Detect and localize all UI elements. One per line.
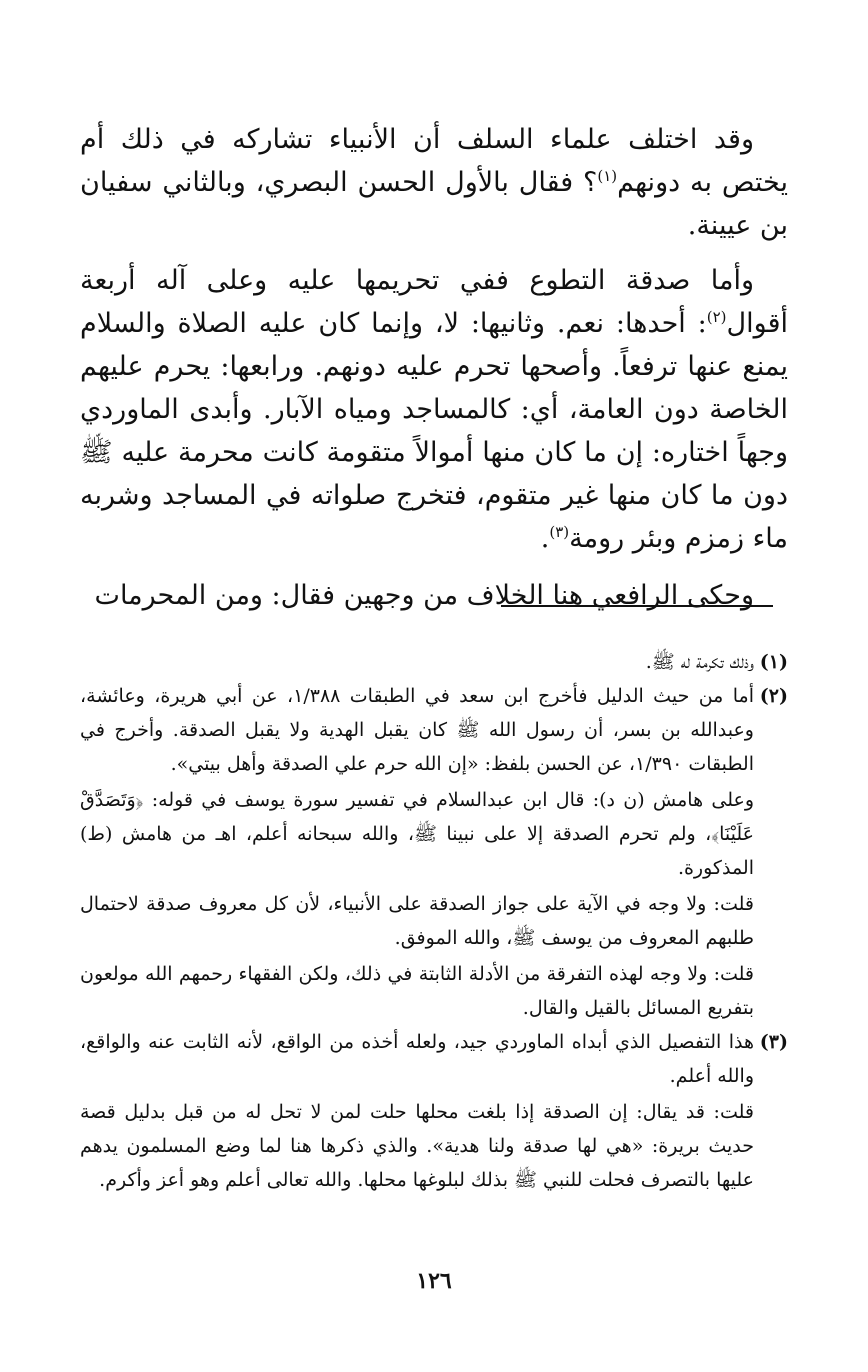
- footnote-number: (٣): [759, 1031, 788, 1053]
- footnote-2: [80, 679, 788, 1025]
- paragraph-2-text: وأما صدقة التطوع ففي تحريمها عليه وعلى آله أربعة أقوال: [80, 265, 788, 339]
- footnotes: [80, 645, 788, 1197]
- page-number: ١٢٦: [416, 1268, 452, 1294]
- footnote-number: (٢): [759, 685, 788, 707]
- footnote-line: وذلك تكرمة له ﷺ.: [645, 651, 754, 673]
- footnote-line: وعلى هامش (ن د): قال ابن عبدالسلام في تفسير سورة يوسف في قوله: ﴿وَتَصَدَّقْ عَلَيْنَا﴾، ولم تحرم الصدقة إلا على نبينا ﷺ، والله سبحانه أعلم، اهـ من هامش (ط) المذكورة.: [80, 789, 754, 879]
- footnote-ref-1[interactable]: (١): [597, 167, 618, 185]
- footnote-line: هذا التفصيل الذي أبداه الماوردي جيد، ولعله أخذه من الواقع، لأنه الثابت عنه والواقع، والله أعلم.: [80, 1031, 754, 1087]
- paragraph-3-text: وحكى الرافعي هنا الخلاف من وجهين فقال: ومن المحرمات: [94, 580, 754, 611]
- paragraph-2: [80, 259, 788, 560]
- paragraph-3: [80, 574, 788, 617]
- footnote-body: [80, 1025, 754, 1197]
- footnote-ref-3[interactable]: (٣): [549, 523, 570, 541]
- paragraph-1-text-end: ؟ فقال بالأول الحسن البصري، وبالثاني سفيان بن عيينة.: [80, 167, 788, 241]
- footnote-body: [80, 645, 754, 679]
- paragraph-2-text-end: .: [540, 523, 550, 554]
- footnote-body: [80, 679, 754, 1025]
- footnote-3: [80, 1025, 788, 1197]
- main-text: [80, 118, 788, 631]
- footnote-number: (١): [759, 651, 788, 673]
- paragraph-1: [80, 118, 788, 247]
- paragraph-1-text: وقد اختلف علماء السلف أن الأنبياء تشاركه في ذلك أم يختص به دونهم: [80, 124, 788, 198]
- footnote-line: قلت: قد يقال: إن الصدقة إذا بلغت محلها حلت لمن لا تحل له من قبل بدليل قصة حديث بريرة: «هي لها صدقة ولنا هدية». والذي ذكرها هنا لما وضع المسلمون يدهم عليها بالتصرف فحلت للنبي ﷺ بذلك لبلوغها محلها. والله تعالى أعلم وهو أعز وأكرم.: [80, 1101, 754, 1191]
- footnote-1: [80, 645, 788, 679]
- paragraph-2-text-mid: : أحدها: نعم. وثانيها: لا، وإنما كان عليه الصلاة والسلام يمنع عنها ترفعاً. وأصحها تحرم عليه دونهم. ورابعها: يحرم عليهم الخاصة دون العامة، أي: كالمساجد ومياه الآبار. وأبدى الماوردي وجهاً اختاره: إن ما كان منها أموالاً متقومة كانت محرمة عليه ﷺ دون ما كان منها غير متقوم، فتخرج صلواته في المساجد وشربه ماء زمزم وبئر رومة: [80, 308, 788, 554]
- footnote-line: قلت: ولا وجه في الآية على جواز الصدقة على الأنبياء، لأن كل معروف صدقة لاحتمال طلبهم المعروف من يوسف ﷺ، والله الموفق.: [80, 893, 754, 949]
- footnote-ref-2[interactable]: (٢): [706, 308, 727, 326]
- footnote-line: قلت: ولا وجه لهذه التفرقة من الأدلة الثابتة في ذلك، ولكن الفقهاء رحمهم الله مولعون بتفريع المسائل بالقيل والقال.: [80, 963, 754, 1019]
- footnote-line: أما من حيث الدليل فأخرج ابن سعد في الطبقات ١/٣٨٨، عن أبي هريرة، وعائشة، وعبدالله بن بسر، أن رسول الله ﷺ كان يقبل الهدية ولا يقبل الصدقة. وأخرج في الطبقات ١/٣٩٠، عن الحسن بلفظ: «إن الله حرم علي الصدقة وأهل بيتي».: [80, 685, 754, 775]
- footnote-separator: [501, 605, 773, 607]
